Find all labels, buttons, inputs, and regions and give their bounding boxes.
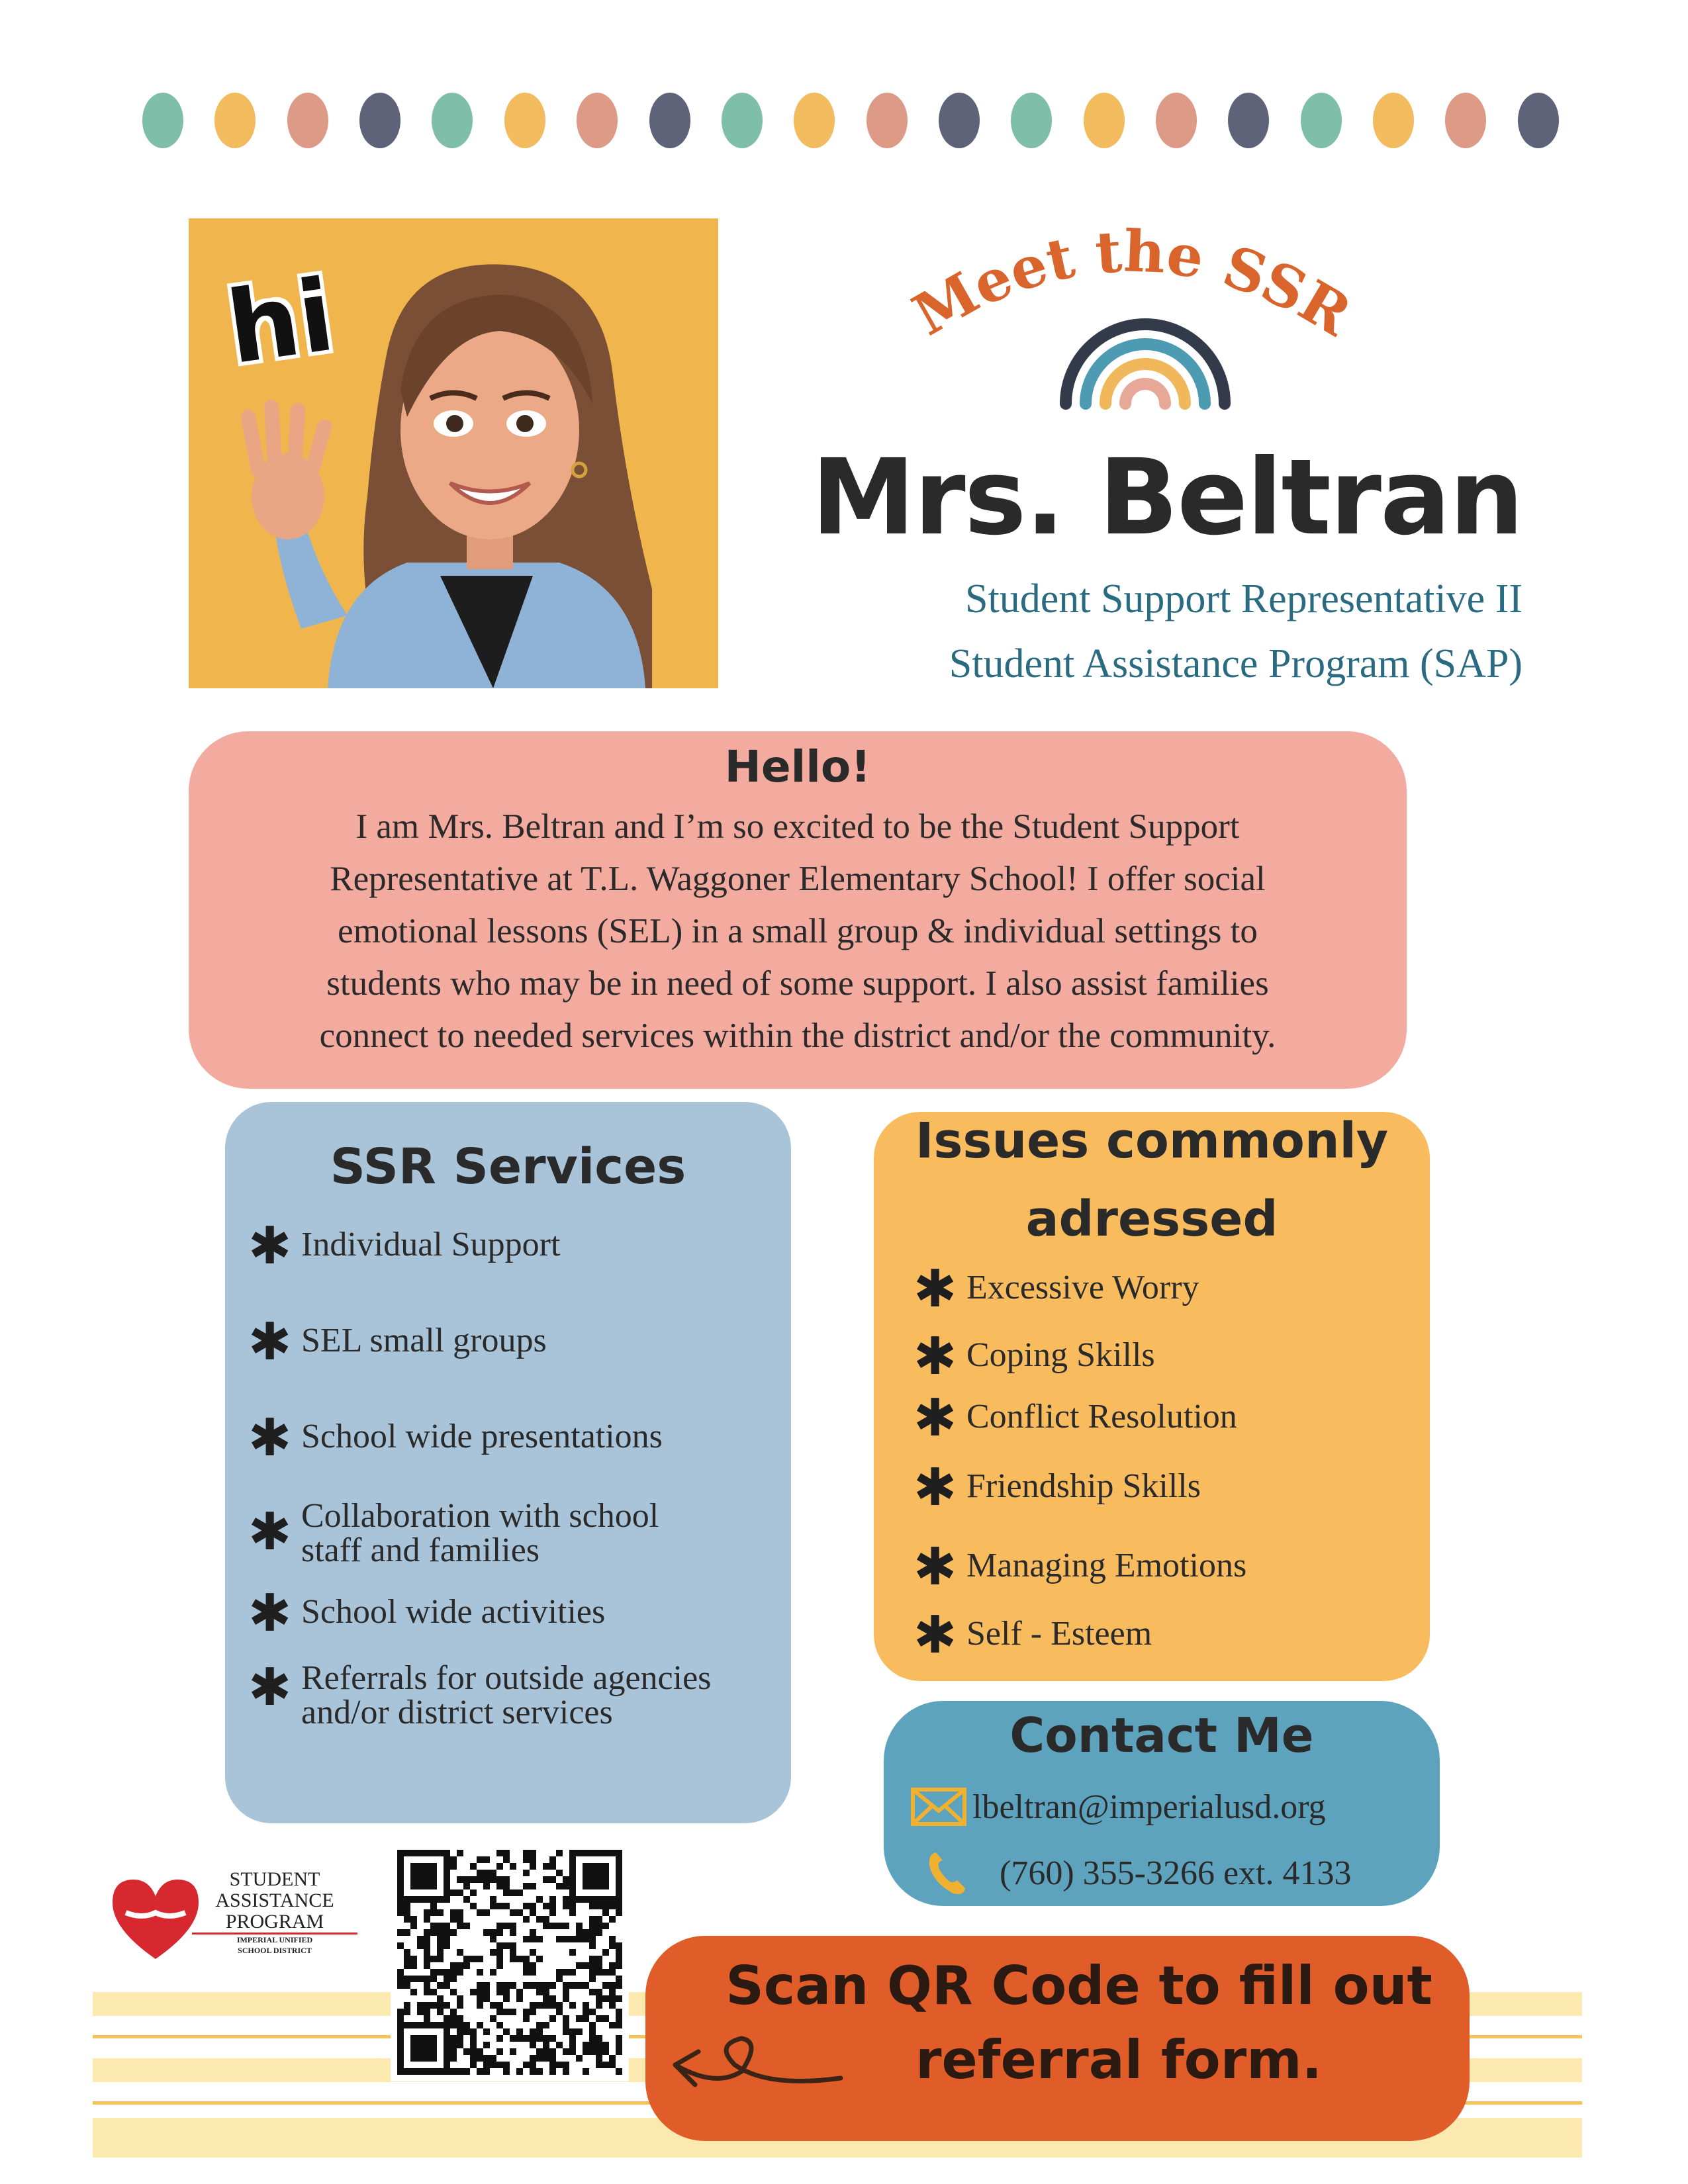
hi-greeting: hi xyxy=(220,257,341,387)
logo-line: ASSISTANCE xyxy=(215,1889,334,1911)
asterisk-icon: ✱ xyxy=(248,1502,292,1562)
asterisk-icon: ✱ xyxy=(248,1216,292,1276)
decorative-dot xyxy=(1518,93,1559,148)
service-item: ✱ Referrals for outside agencies and/or district services xyxy=(248,1658,712,1731)
decorative-dot xyxy=(287,93,328,148)
decorative-dot xyxy=(1445,93,1486,148)
issue-item: ✱ Friendship Skills xyxy=(914,1458,1201,1518)
decorative-dot xyxy=(359,93,400,148)
logo-line: IMPERIAL UNIFIED xyxy=(236,1935,313,1944)
scan-qr-callout: Scan QR Code to fill out referral form. xyxy=(726,1955,1432,2091)
hello-line: Representative at T.L. Waggoner Elementary School! I offer social xyxy=(330,860,1266,898)
issue-item: ✱ Managing Emotions xyxy=(914,1537,1247,1597)
logo-line: PROGRAM xyxy=(192,1911,357,1934)
contact-phone-row[interactable] xyxy=(927,1850,1351,1896)
decorative-dot xyxy=(504,93,545,148)
decorative-dot xyxy=(1156,93,1197,148)
asterisk-icon: ✱ xyxy=(914,1327,957,1387)
service-item: ✱ School wide activities xyxy=(248,1584,606,1643)
qr-code[interactable] xyxy=(391,1843,629,2081)
logo-line: STUDENT xyxy=(229,1868,320,1890)
decorative-dot xyxy=(142,93,183,148)
decorative-dot xyxy=(1011,93,1052,148)
decorative-dot xyxy=(1373,93,1414,148)
decorative-dot xyxy=(794,93,835,148)
asterisk-icon: ✱ xyxy=(914,1458,957,1518)
phone-icon xyxy=(927,1850,966,1896)
asterisk-icon: ✱ xyxy=(248,1658,292,1717)
envelope-icon xyxy=(910,1787,967,1827)
role-title-line1: Student Support Representative II xyxy=(965,576,1523,621)
issue-item: ✱ Conflict Resolution xyxy=(914,1388,1237,1448)
service-item: ✱ Collaboration with school staff and families xyxy=(248,1497,659,1569)
hello-line: students who may be in need of some support. I also assist families xyxy=(326,964,1269,1003)
asterisk-icon: ✱ xyxy=(248,1408,292,1468)
decorative-dot-row xyxy=(142,93,1559,152)
sap-logo xyxy=(106,1860,371,1999)
issues-heading: Issues commonly adressed xyxy=(915,1113,1389,1248)
issue-item: ✱ Self - Esteem xyxy=(914,1606,1152,1665)
hello-paragraph xyxy=(218,801,1377,1062)
teacher-name: Mrs. Beltran xyxy=(811,437,1523,559)
svg-text:Meet the SSR: Meet the SSR xyxy=(902,218,1362,349)
hello-line: I am Mrs. Beltran and I’m so excited to be the Student Support xyxy=(355,807,1240,846)
decorative-dot xyxy=(939,93,980,148)
decorative-dot xyxy=(1084,93,1125,148)
arrow-icon xyxy=(662,2025,847,2098)
decorative-dot xyxy=(867,93,908,148)
hello-heading: Hello! xyxy=(724,741,871,792)
avatar-illustration xyxy=(189,218,718,688)
issue-item: ✱ Excessive Worry xyxy=(914,1259,1199,1319)
asterisk-icon: ✱ xyxy=(248,1312,292,1372)
decorative-dot xyxy=(649,93,690,148)
asterisk-icon: ✱ xyxy=(914,1388,957,1448)
rainbow-icon xyxy=(1053,304,1238,410)
role-title-line2: Student Assistance Program (SAP) xyxy=(949,641,1523,686)
contact-heading: Contact Me xyxy=(1009,1707,1314,1763)
decorative-dot xyxy=(432,93,473,148)
decorative-dot xyxy=(577,93,618,148)
asterisk-icon: ✱ xyxy=(914,1606,957,1665)
services-heading: SSR Services xyxy=(330,1138,686,1195)
heart-hands-icon xyxy=(106,1873,205,1966)
decorative-dot xyxy=(1228,93,1269,148)
decorative-dot xyxy=(214,93,256,148)
decorative-dot xyxy=(722,93,763,148)
service-item: ✱ Individual Support xyxy=(248,1216,561,1276)
contact-phone[interactable]: (760) 355-3266 ext. 4133 xyxy=(1000,1854,1352,1892)
service-item: ✱ SEL small groups xyxy=(248,1312,547,1372)
asterisk-icon: ✱ xyxy=(248,1584,292,1643)
asterisk-icon: ✱ xyxy=(914,1259,957,1319)
issue-item: ✱ Coping Skills xyxy=(914,1327,1155,1387)
decorative-dot xyxy=(1301,93,1342,148)
hello-line: emotional lessons (SEL) in a small group & individual settings to xyxy=(338,912,1258,950)
contact-email[interactable]: lbeltran@imperialusd.org xyxy=(972,1788,1326,1826)
logo-line: SCHOOL DISTRICT xyxy=(238,1946,312,1955)
service-item: ✱ School wide presentations xyxy=(248,1408,663,1468)
hello-line: connect to needed services within the district and/or the community. xyxy=(319,1017,1276,1055)
contact-email-row[interactable] xyxy=(910,1787,1326,1827)
asterisk-icon: ✱ xyxy=(914,1537,957,1597)
